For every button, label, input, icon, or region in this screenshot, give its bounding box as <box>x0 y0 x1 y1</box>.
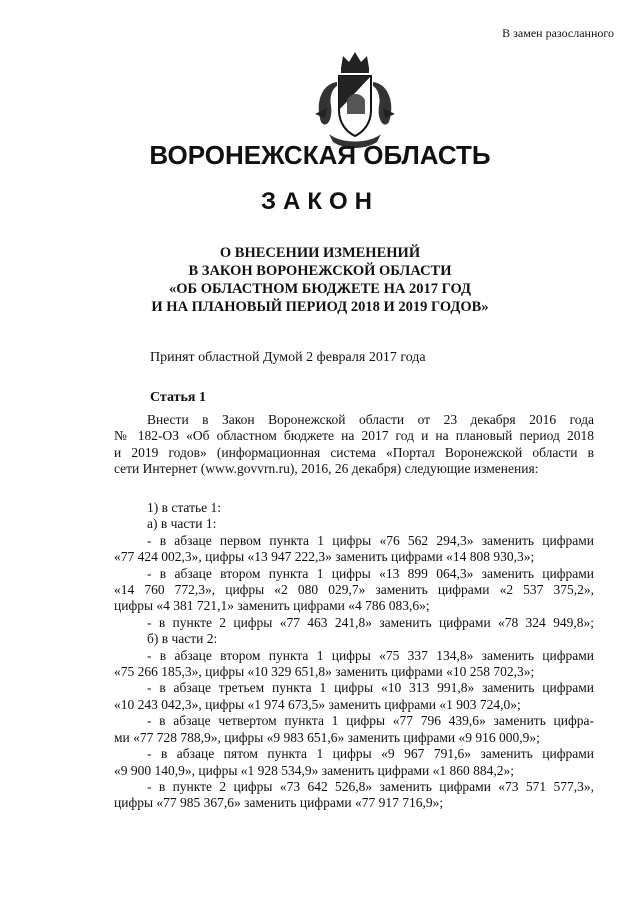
text-line: б) в части 2: <box>147 631 218 647</box>
adoption-date: Принят областной Думой 2 февраля 2017 года <box>150 350 426 365</box>
text-line: «75 266 185,3», цифры «10 329 651,8» заменить цифрами «10 258 702,3»; <box>114 664 535 680</box>
text-line: цифры «4 381 721,1» заменить цифрами «4 786 083,6»; <box>114 598 430 614</box>
law-title-line: «ОБ ОБЛАСТНОМ БЮДЖЕТЕ НА 2017 ГОД <box>169 281 471 297</box>
text-line: сети Интернет (www.govvrn.ru), 2016, 26 декабря) следующие изменения: <box>114 461 539 477</box>
law-title-line: В ЗАКОН ВОРОНЕЖСКОЙ ОБЛАСТИ <box>188 263 452 279</box>
law-heading: ЗАКОН <box>260 188 379 215</box>
intro-paragraph <box>114 412 594 478</box>
text-line: - в абзаце третьем пункта 1 цифры «10 313 991,8» заменить цифрами <box>147 680 594 696</box>
text-line: - в абзаце втором пункта 1 цифры «75 337 134,8» заменить цифрами <box>147 647 594 663</box>
text-line: 1) в статье 1: <box>147 500 221 515</box>
article-heading: Статья 1 <box>150 390 206 405</box>
text-line: ми «77 728 788,9», цифры «9 983 651,6» заменить цифрами «9 916 000,9»; <box>114 729 540 745</box>
law-title-line: И НА ПЛАНОВЫЙ ПЕРИОД 2018 И 2019 ГОДОВ» <box>151 299 489 315</box>
text-line: - в абзаце втором пункта 1 цифры «13 899 064,3» заменить цифрами <box>147 565 594 581</box>
text-line: и 2019 годов» (информационная система «Портал Воронежской области в <box>114 444 594 460</box>
text-line: Внести в Закон Воронежской области от 23 декабря 2016 года <box>147 412 594 427</box>
text-line: - в пункте 2 цифры «73 642 526,8» заменить цифрами «73 571 577,3», <box>147 778 594 794</box>
law-title-line: О ВНЕСЕНИИ ИЗМЕНЕНИЙ <box>219 245 421 261</box>
text-line: - в пункте 2 цифры «77 463 241,8» заменить цифрами «78 324 949,8»; <box>147 614 594 630</box>
text-line: «10 243 042,3», цифры «1 974 673,5» заменить цифрами «1 903 724,0»; <box>114 696 521 712</box>
stamp-text: В замен разосланного <box>502 26 614 40</box>
changes-list <box>114 500 594 812</box>
text-line: «14 760 772,3», цифры «2 080 029,7» заменить цифрами «2 537 375,2», <box>114 582 594 598</box>
text-line: «9 900 140,9», цифры «1 928 534,9» заменить цифрами «1 860 884,2»; <box>114 762 514 778</box>
law-title <box>0 244 640 316</box>
text-line: - в абзаце первом пункта 1 цифры «76 562 294,3» заменить цифрами <box>147 532 594 548</box>
region-heading: ВОРОНЕЖСКАЯ ОБЛАСТЬ <box>149 140 491 170</box>
text-line: № 182-ОЗ «Об областном бюджете на 2017 год и на плановый период 2018 <box>114 428 594 444</box>
text-line: - в абзаце пятом пункта 1 цифры «9 967 791,6» заменить цифрами <box>147 746 594 762</box>
text-line: а) в части 1: <box>147 516 217 532</box>
text-line: цифры «77 985 367,6» заменить цифрами «77 917 716,9»; <box>114 795 444 811</box>
text-line: «77 424 002,3», цифры «13 947 222,3» заменить цифрами «14 808 930,3»; <box>114 549 535 565</box>
text-line: - в абзаце четвертом пункта 1 цифры «77 796 439,6» заменить цифра- <box>147 713 594 729</box>
